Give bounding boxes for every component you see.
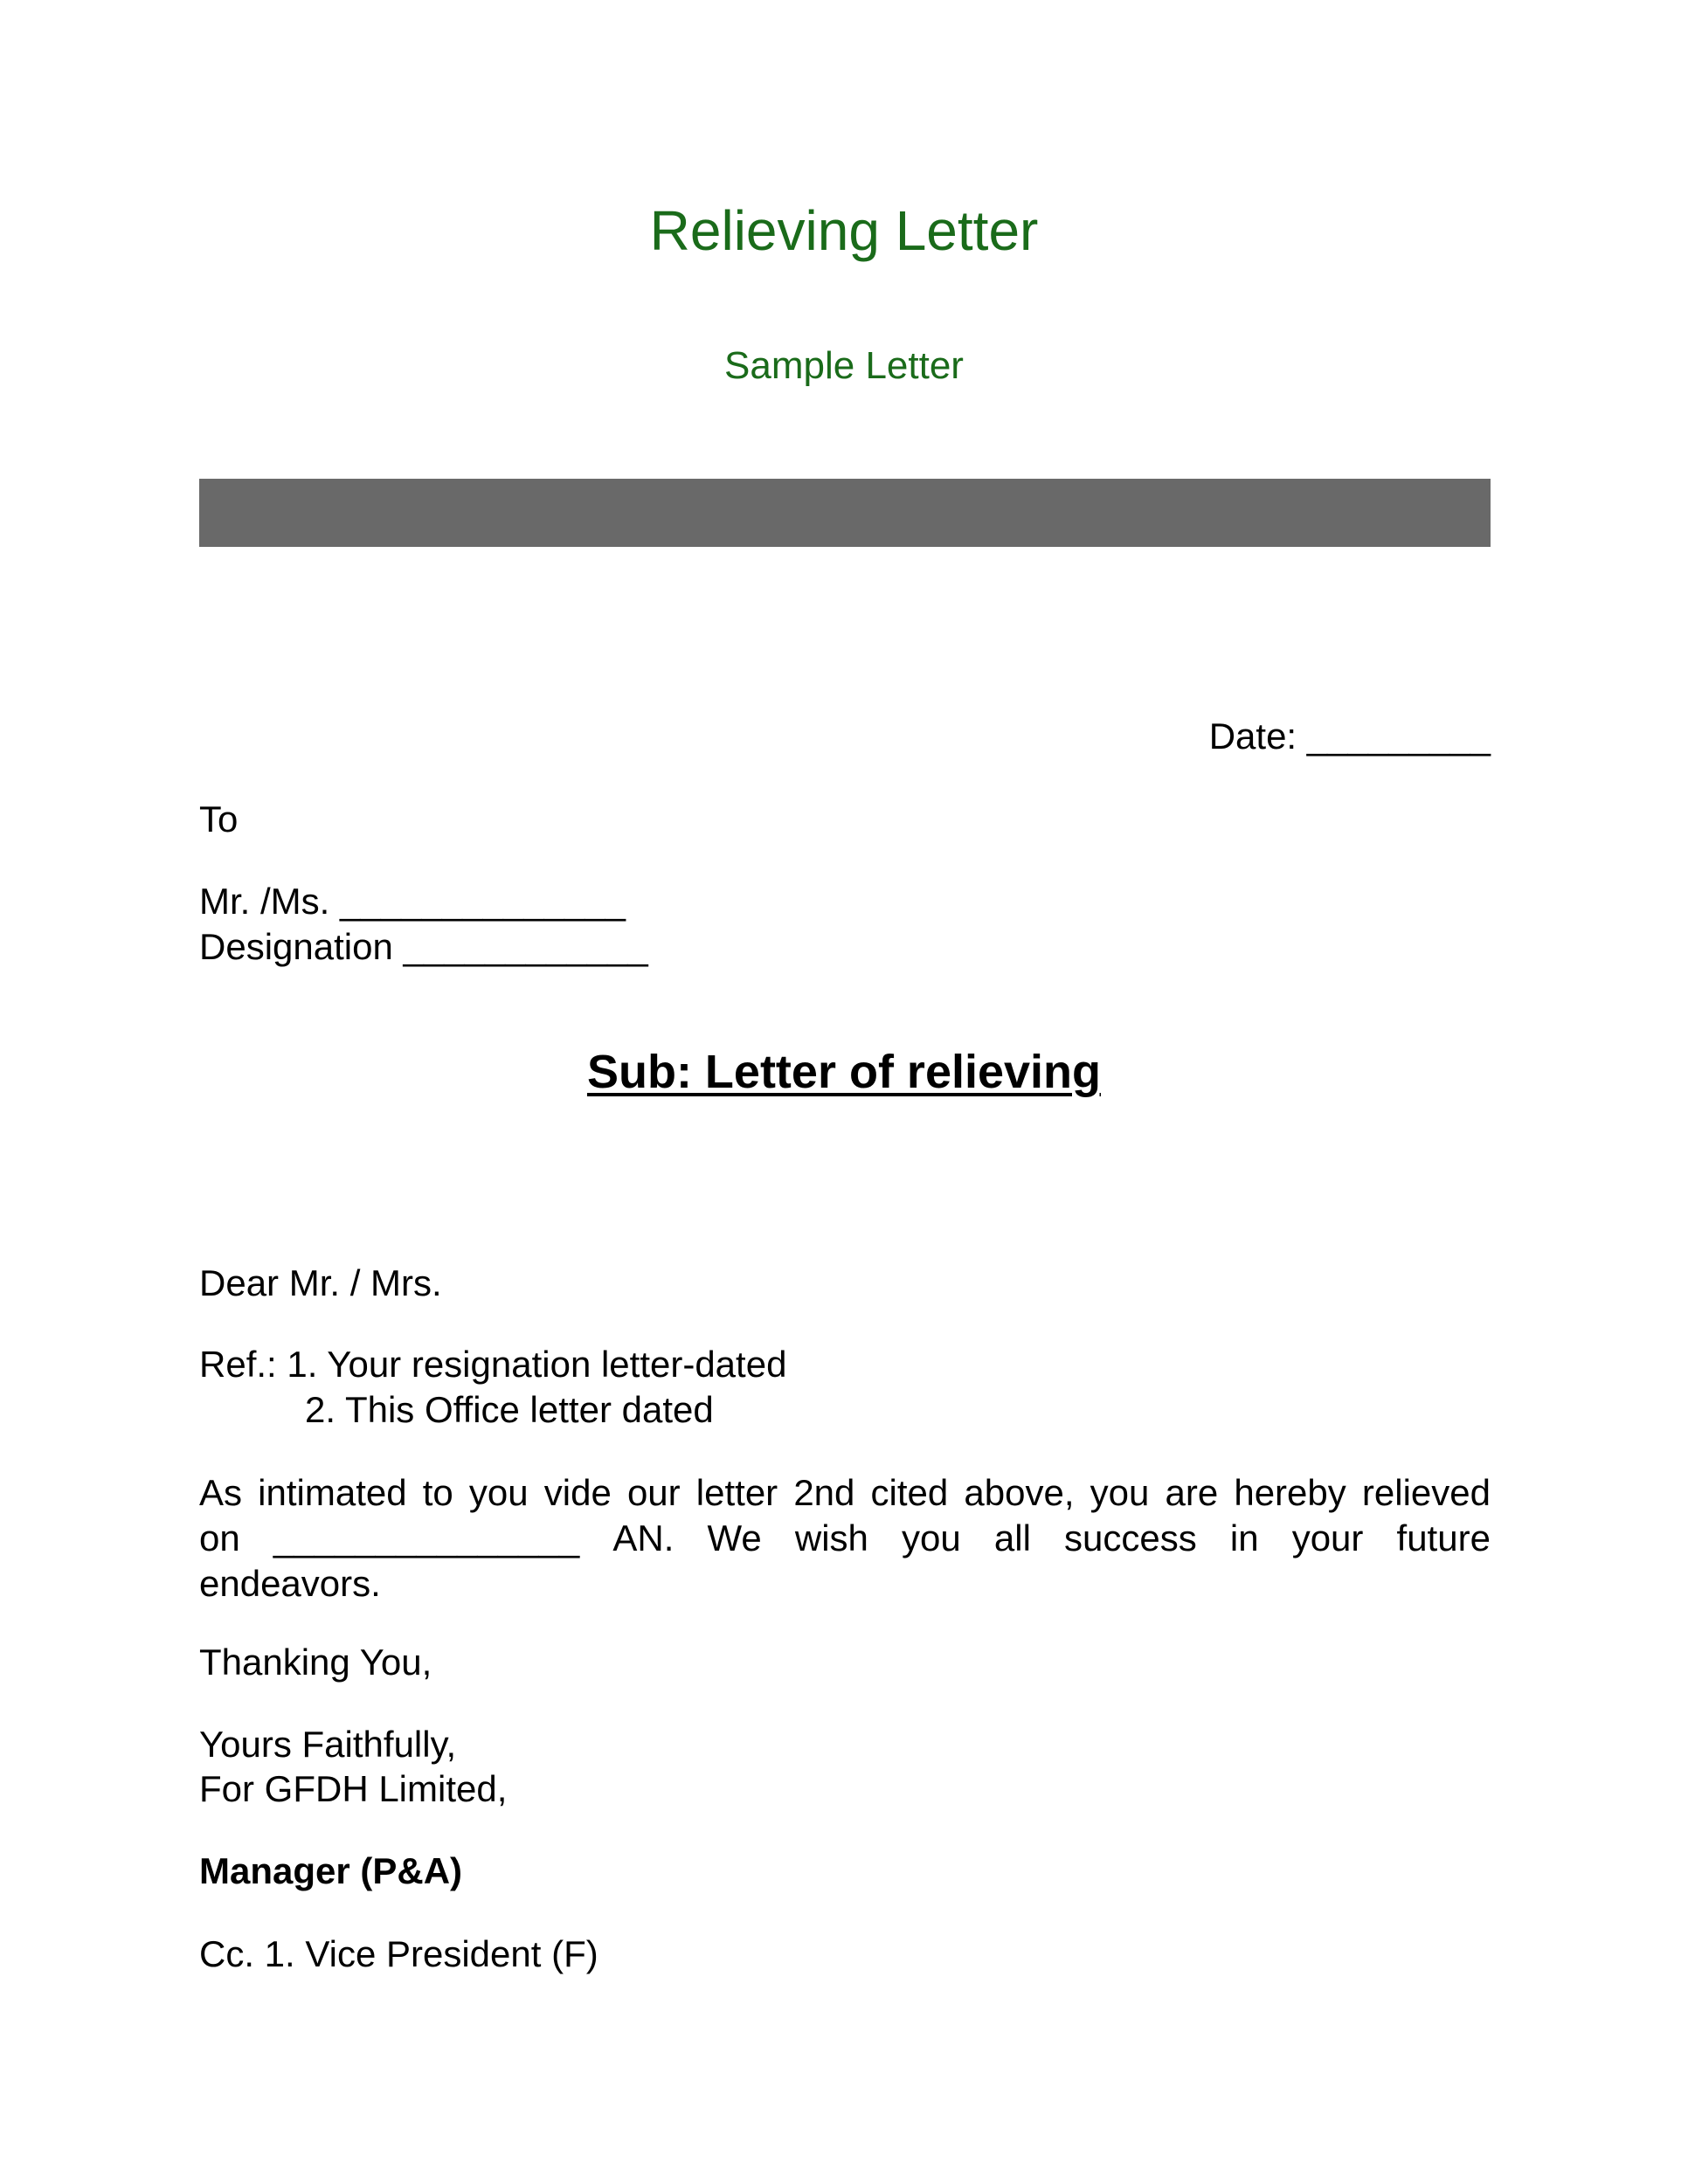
paragraph-word: success: [1064, 1517, 1197, 1559]
paragraph-word: to: [422, 1472, 453, 1513]
paragraph-word: above,: [964, 1472, 1075, 1513]
paragraph-word: intimated: [258, 1472, 407, 1513]
recipient-name-field: Mr. /Ms. ______________: [199, 881, 626, 922]
body-paragraph-line-1: [199, 1470, 1491, 1516]
paragraph-word: letter: [695, 1472, 778, 1513]
paragraph-word: _______________: [273, 1517, 580, 1559]
body-paragraph-line-2: [199, 1516, 1491, 1561]
reference-2: 2. This Office letter dated: [305, 1389, 714, 1430]
recipient-designation-field: Designation ____________: [199, 926, 648, 967]
paragraph-word: all: [993, 1517, 1031, 1559]
paragraph-word: our: [626, 1472, 681, 1513]
paragraph-word: cited: [870, 1472, 949, 1513]
body-paragraph-line-3: endeavors.: [199, 1563, 381, 1604]
company-line: For GFDH Limited,: [199, 1768, 508, 1809]
salutation: Dear Mr. / Mrs.: [199, 1262, 442, 1303]
paragraph-word: hereby: [1234, 1472, 1346, 1513]
paragraph-word: in: [1229, 1517, 1259, 1559]
sign-off: Yours Faithfully,: [199, 1724, 457, 1765]
paragraph-word: you: [902, 1517, 961, 1559]
paragraph-word: relieved: [1361, 1472, 1491, 1513]
cc-line: Cc. 1. Vice President (F): [199, 1933, 598, 1974]
subject-text: Sub: Letter of relieving: [586, 1046, 1102, 1098]
to-label: To: [199, 798, 239, 840]
paragraph-word: wish: [794, 1517, 868, 1559]
paragraph-word: vide: [543, 1472, 612, 1513]
paragraph-word: you: [1090, 1472, 1150, 1513]
paragraph-word: are: [1165, 1472, 1219, 1513]
paragraph-word: on: [199, 1517, 240, 1559]
subject-line: [0, 1046, 1688, 1098]
date-field: Date: _________: [1208, 715, 1491, 757]
header-bar: [199, 479, 1491, 547]
reference-1: Ref.: 1. Your resignation letter-dated: [199, 1344, 787, 1385]
paragraph-word: AN.: [612, 1517, 675, 1559]
paragraph-word: future: [1396, 1517, 1491, 1559]
paragraph-word: your: [1291, 1517, 1364, 1559]
letter-subtitle: Sample Letter: [724, 344, 964, 387]
signatory-title: Manager (P&A): [199, 1850, 463, 1891]
letter-title: Relieving Letter: [649, 199, 1039, 262]
paragraph-word: you: [468, 1472, 529, 1513]
paragraph-word: We: [707, 1517, 762, 1559]
paragraph-word: 2nd: [793, 1472, 855, 1513]
paragraph-word: As: [199, 1472, 243, 1513]
closing-line: Thanking You,: [199, 1641, 432, 1683]
body-paragraph: [199, 1470, 1491, 1607]
